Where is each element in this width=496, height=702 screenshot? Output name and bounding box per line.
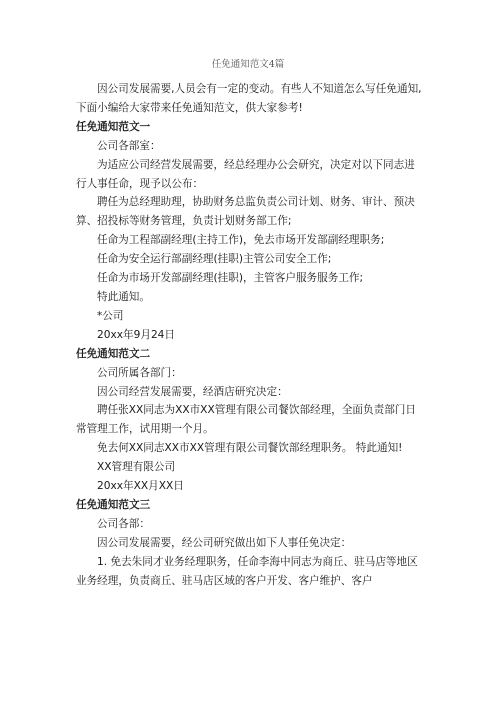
salutation: 公司各部室： (97, 139, 161, 152)
paragraph: 因公司经营发展需要，经酒店研究决定： (97, 385, 288, 398)
paragraph: 为适应公司经营发展需要，经总经理办公会研究，决定对以下同志进行人事任命，现予以公布： (76, 158, 415, 190)
paragraph: 免去何XX同志XX市XX管理有限公司餐饮部经理职务。 特此通知! (97, 442, 403, 455)
paragraph: 因公司发展需要，经公司研究做出如下人事任免决定： (97, 536, 352, 549)
paragraph: 任命为市场开发部副经理(挂职)，主管客户服务服务工作; (97, 272, 364, 285)
signature-date: 20xx年9月24日 (97, 328, 176, 341)
section-heading-2: 任免通知范文二 (76, 347, 151, 360)
paragraph: 任命为安全运行部副经理(挂职)主管公司安全工作; (97, 253, 332, 266)
signature-date: 20xx年XX月XX日 (97, 480, 184, 493)
document-body (76, 80, 424, 590)
intro-paragraph: 因公司发展需要,人员会有一定的变动。有些人不知道怎么写任免通知,下面小编给大家带来任免通知范文，供大家参考! (76, 83, 422, 114)
section-heading-3: 任免通知范文三 (76, 498, 151, 511)
section-heading-1: 任免通知范文一 (76, 120, 151, 133)
paragraph: 聘任张XX同志为XX市XX管理有限公司餐饮部经理，全面负责部门日常管理工作，试用期一个月。 (76, 404, 416, 436)
signature-company: XX管理有限公司 (97, 461, 176, 474)
paragraph: 聘任为总经理助理，协助财务总监负责公司计划、财务、审计、预决算、招投标等财务管理，负责计划财务部工作; (76, 196, 415, 228)
signature-company: *公司 (97, 309, 124, 322)
salutation: 公司各部： (97, 517, 150, 530)
closing-line: 特此通知。 (97, 290, 150, 303)
paragraph: 1. 免去朱同才业务经理职务，任命李海中同志为商丘、驻马店等地区业务经理，负责商丘、驻马店区域的客户开发、客户维护、客户 (76, 555, 418, 587)
paragraph: 任命为工程部副经理(主持工作)，免去市场开发部副经理职务; (97, 234, 385, 247)
document-title: 任免通知范文4篇 (211, 59, 285, 70)
salutation: 公司所属各部门： (97, 366, 182, 379)
